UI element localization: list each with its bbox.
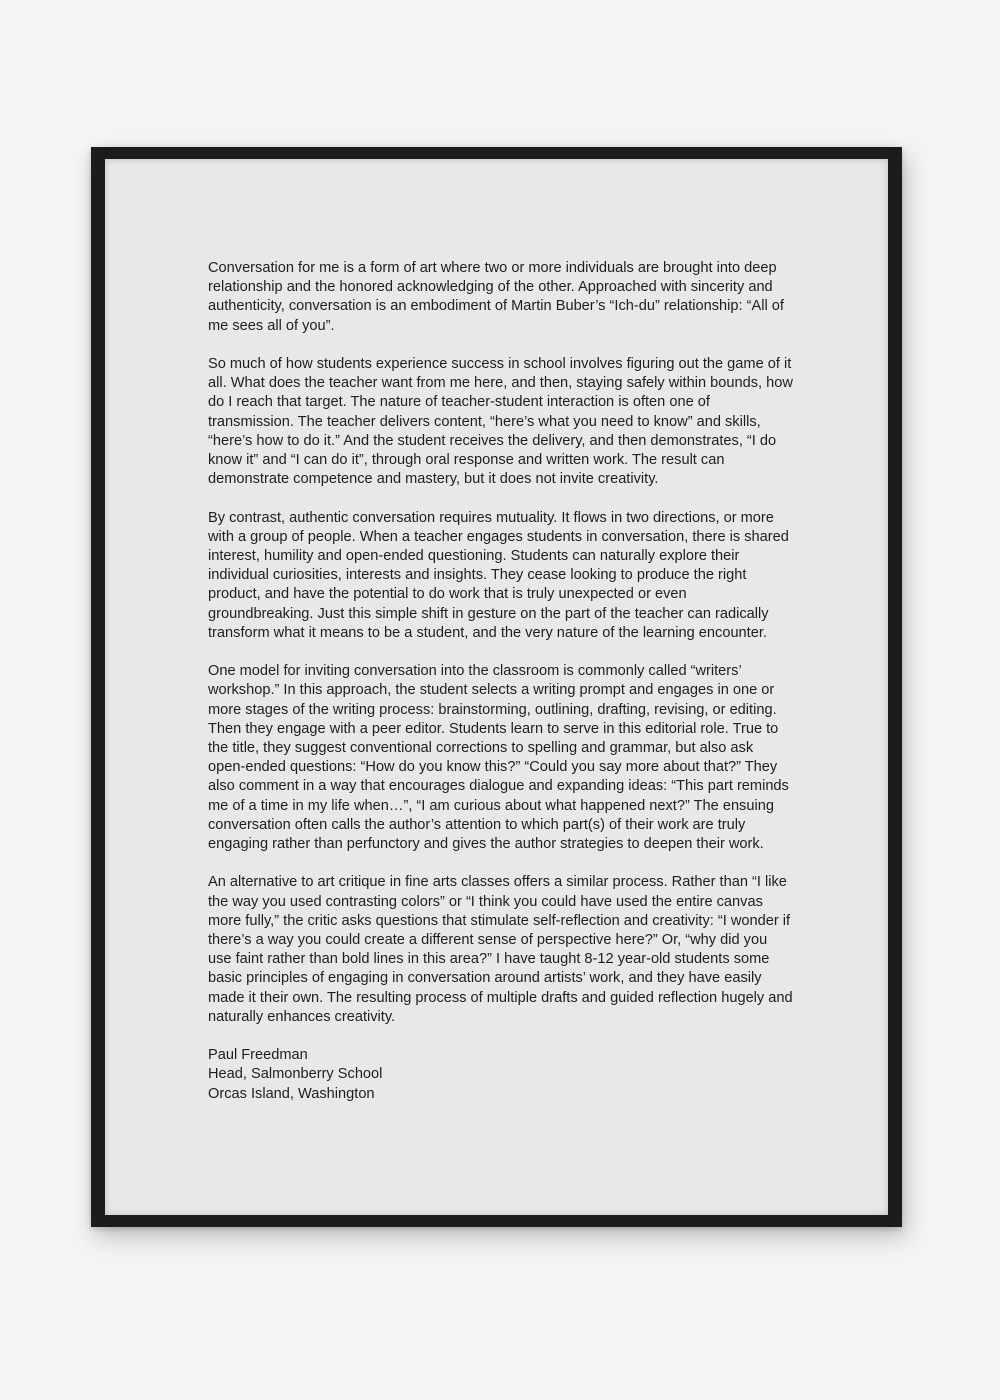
framed-canvas [105,159,888,1215]
paragraph: By contrast, authentic conversation requires mutuality. It flows in two directions, or more with a group of people. When a teacher engages students in conversation, there is shared interest, humility and open-ended questioning. Students can naturally explore their individual curiosities, interests and insights. They cease looking to produce the right product, and have the potential to do work that is truly unexpected or even groundbreaking. Just this simple shift in gesture on the part of the teacher can radically transform what it means to be a student, and the very nature of the learning encounter. [208,509,789,641]
signature-title: Head, Salmonberry School [208,1066,383,1083]
signature-name: Paul Freedman [208,1047,308,1064]
paragraph: An alternative to art critique in fine arts classes offers a similar process. Rather than “I like the way you used contrasting colors” or “I think you could have used the entire canvas more fully,” the critic asks questions that stimulate self-reflection and creativity: “I wonder if there’s a way you could create a different sense of perspective here?” Or, “why did you use faint rather than bold lines in this area?” I have taught 8-12 year-old students some basic principles of engaging in conversation around artists’ work, and they have easily made it their own. The resulting process of multiple drafts and guided reflection hugely and naturally enhances creativity. [208,874,793,1025]
letter-text [208,259,793,1104]
paragraph: So much of how students experience success in school involves figuring out the game of it all. What does the teacher want from me here, and then, staying safely within bounds, how do I reach that target. The nature of teacher-student interaction is often one of transmission. The teacher delivers content, “here’s what you need to know” and skills, “here’s how to do it.” And the student receives the delivery, and then demonstrates, “I do know it” and “I can do it”, through oral response and written work. The result can demonstrate competence and mastery, but it does not invite creativity. [208,356,793,488]
paragraph: Conversation for me is a form of art where two or more individuals are brought into deep relationship and the honored acknowledging of the other. Approached with sincerity and authenticity, conversation is an embodiment of Martin Buber’s “Ich-du” relationship: “All of me sees all of you”. [208,260,784,334]
signature-location: Orcas Island, Washington [208,1085,375,1102]
paragraph: One model for inviting conversation into the classroom is commonly called “writers’ workshop.” In this approach, the student selects a writing prompt and engages in one or more stages of the writing process: brainstorming, outlining, drafting, revising, or editing. Then they engage with a peer editor. Students learn to serve in this editorial role. True to the title, they suggest conventional corrections to spelling and grammar, but also ask open-ended questions: “How do you know this?” “Could you say more about that?” They also comment in a way that encourages dialogue and expanding ideas: “This part reminds me of a time in my life when…”, “I am curious about what happened next?” The ensuing conversation often calls the author’s attention to which part(s) of their work are truly engaging rather than perfunctory and gives the author strategies to deepen their work. [208,663,789,853]
picture-frame [91,147,902,1227]
signature-block [208,1046,793,1104]
